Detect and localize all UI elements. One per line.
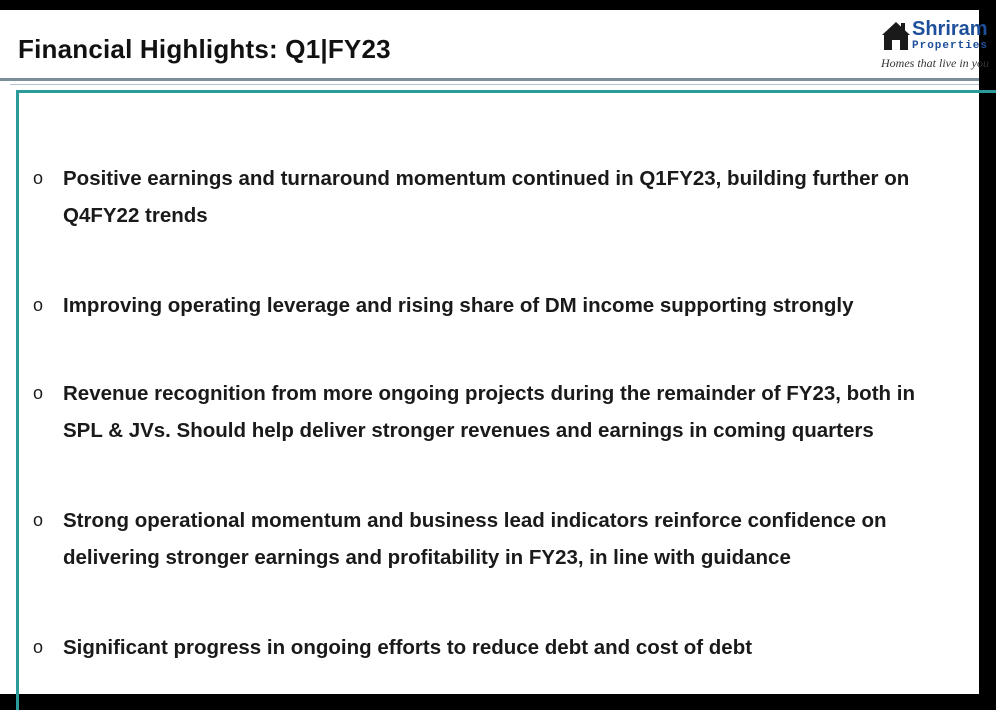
slide-title: Financial Highlights: Q1|FY23	[18, 34, 391, 64]
logo-emblem-icon	[882, 20, 910, 52]
bullet-marker: o	[32, 295, 43, 315]
bullet-item	[30, 502, 960, 576]
bullet-marker: o	[32, 383, 43, 403]
header-divider	[0, 78, 979, 81]
bullet-item	[30, 629, 960, 666]
slide	[0, 10, 989, 694]
bullet-marker: o	[32, 510, 43, 530]
bullet-marker: o	[32, 637, 43, 657]
bullet-text: Positive earnings and turnaround momentum continued in Q1FY23, building further on Q4FY22 trends	[63, 167, 910, 227]
bullet-text: Improving operating leverage and rising share of DM income supporting strongly	[63, 294, 854, 317]
bullet-text: Strong operational momentum and business lead indicators reinforce confidence on delivering stronger earnings and profitability in FY23, in line with guidance	[63, 509, 887, 569]
bullet-marker: o	[32, 168, 43, 188]
bullet-item	[30, 375, 960, 449]
bullet-item	[30, 160, 960, 234]
logo-subtitle: Properties	[912, 40, 989, 52]
bullet-text: Significant progress in ongoing efforts to reduce debt and cost of debt	[63, 636, 753, 659]
company-logo	[878, 14, 988, 76]
bullet-item	[30, 287, 960, 324]
logo-tagline: Homes that live in you	[881, 56, 989, 70]
bullet-text: Revenue recognition from more ongoing projects during the remainder of FY23, both in SPL & JVs. Should help deliver stronger revenues and earnings in coming quarters	[63, 382, 915, 442]
header-divider-thin	[10, 84, 979, 85]
logo-name: Shriram	[912, 18, 988, 40]
